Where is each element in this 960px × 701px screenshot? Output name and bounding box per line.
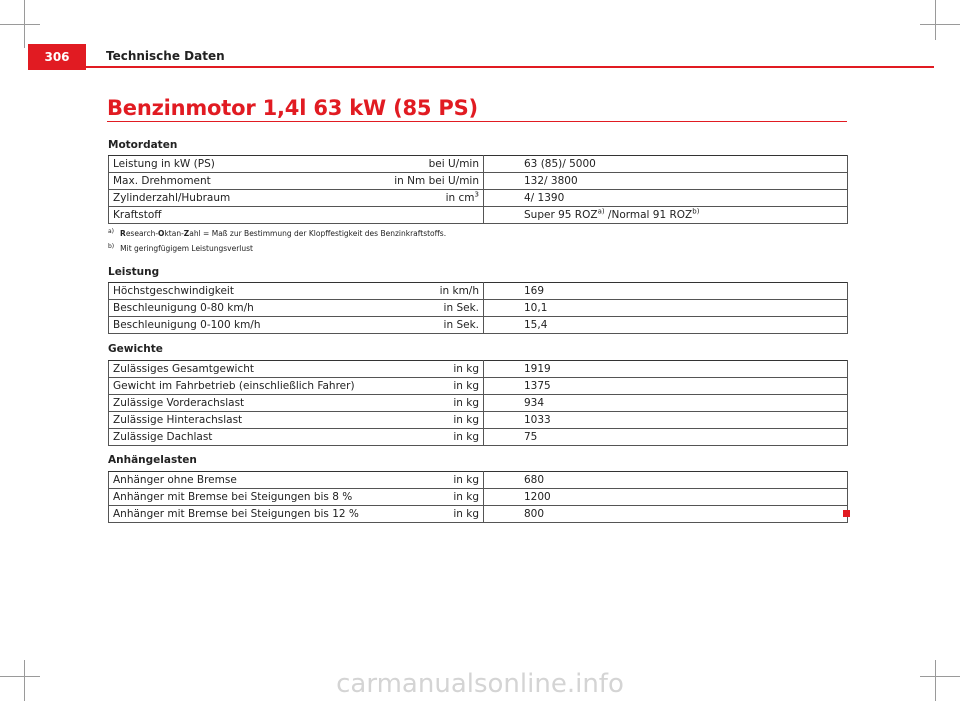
- footnote-text: ktan-: [164, 229, 184, 238]
- row-unit: [375, 190, 484, 207]
- row-unit: in Sek.: [375, 317, 484, 334]
- table-row: [109, 489, 848, 506]
- footnote-bold: R: [120, 229, 126, 238]
- footnote-text: esearch-: [125, 229, 159, 238]
- table-row: [109, 412, 848, 429]
- row-label: Leistung in kW (PS): [109, 156, 376, 173]
- footnote-marker: b): [108, 242, 115, 250]
- section-heading-gewichte: Gewichte: [108, 343, 163, 355]
- table-row: [109, 207, 848, 224]
- crop-mark: [935, 0, 936, 40]
- row-label: Gewicht im Fahrbetrieb (einschließlich Fahrer): [109, 378, 376, 395]
- table-row: [109, 190, 848, 207]
- row-label: Anhänger mit Bremse bei Steigungen bis 8 %: [109, 489, 376, 506]
- row-value: 4/ 1390: [484, 190, 848, 207]
- table-leistung: [108, 282, 848, 334]
- row-label: Beschleunigung 0-80 km/h: [109, 300, 376, 317]
- row-unit: in kg: [375, 361, 484, 378]
- row-unit: in kg: [375, 378, 484, 395]
- row-label: Zulässige Hinterachslast: [109, 412, 376, 429]
- row-value: 1033: [484, 412, 848, 429]
- table-row: [109, 395, 848, 412]
- footnote-text: Mit geringfügigem Leistungsverlust: [120, 244, 253, 253]
- row-value: 1919: [484, 361, 848, 378]
- row-unit: in kg: [375, 429, 484, 446]
- table-anhaengelasten: [108, 471, 848, 523]
- page-title: Benzinmotor 1,4l 63 kW (85 PS): [107, 96, 478, 120]
- row-unit: in Nm bei U/min: [375, 173, 484, 190]
- row-label: Anhänger mit Bremse bei Steigungen bis 12 %: [109, 506, 376, 523]
- table-row: [109, 472, 848, 489]
- row-label: Zulässige Dachlast: [109, 429, 376, 446]
- row-unit: in Sek.: [375, 300, 484, 317]
- footnote-a: [108, 229, 446, 238]
- row-value: 800: [484, 506, 848, 523]
- crop-mark: [24, 0, 25, 40]
- table-row: [109, 283, 848, 300]
- fuel-normal: /Normal 91 ROZ: [604, 208, 693, 221]
- row-label: Kraftstoff: [109, 207, 376, 224]
- header-rule: [86, 66, 934, 68]
- row-value: [484, 207, 848, 224]
- row-value: 1375: [484, 378, 848, 395]
- footnote-text: ahl = Maß zur Bestimmung der Klopffestigkeit des Benzinkraftstoffs.: [189, 229, 447, 238]
- table-row: [109, 378, 848, 395]
- row-unit: in kg: [375, 506, 484, 523]
- row-value: 75: [484, 429, 848, 446]
- row-label: Max. Drehmoment: [109, 173, 376, 190]
- row-value: 169: [484, 283, 848, 300]
- footnote-bold: Z: [183, 229, 190, 238]
- row-value: 934: [484, 395, 848, 412]
- footnote-ref-a: a): [597, 207, 605, 215]
- footnote-bold: O: [158, 229, 165, 238]
- row-unit: in kg: [375, 472, 484, 489]
- fuel-super: Super 95 ROZ: [524, 208, 598, 221]
- row-unit: in km/h: [375, 283, 484, 300]
- table-row: [109, 361, 848, 378]
- title-rule: [107, 121, 847, 122]
- table-gewichte: [108, 360, 848, 446]
- crop-mark: [0, 24, 40, 25]
- section-heading-leistung: Leistung: [108, 266, 160, 278]
- unit-superscript: 3: [474, 190, 479, 198]
- footnote-marker: a): [108, 227, 115, 235]
- header-title: Technische Daten: [106, 49, 225, 63]
- row-unit: in kg: [375, 489, 484, 506]
- row-value: 63 (85)/ 5000: [484, 156, 848, 173]
- section-heading-anhaengelasten: Anhängelasten: [108, 454, 197, 466]
- row-value: 1200: [484, 489, 848, 506]
- crop-mark: [24, 40, 25, 48]
- row-label: Zulässiges Gesamtgewicht: [109, 361, 376, 378]
- table-row: [109, 317, 848, 334]
- page-number: 306: [28, 44, 86, 70]
- table-row: [109, 156, 848, 173]
- row-unit: in kg: [375, 412, 484, 429]
- watermark: carmanualsonline.info: [336, 669, 624, 699]
- table-row: [109, 429, 848, 446]
- footnote-ref-b: b): [692, 207, 700, 215]
- row-unit: bei U/min: [375, 156, 484, 173]
- row-value: 15,4: [484, 317, 848, 334]
- row-label: Zylinderzahl/Hubraum: [109, 190, 376, 207]
- row-label: Zulässige Vorderachslast: [109, 395, 376, 412]
- section-end-marker: [843, 510, 850, 517]
- row-unit: in kg: [375, 395, 484, 412]
- section-heading-motordaten: Motordaten: [108, 139, 178, 151]
- row-label: Beschleunigung 0-100 km/h: [109, 317, 376, 334]
- table-row: [109, 506, 848, 523]
- row-value: 10,1: [484, 300, 848, 317]
- row-value: 132/ 3800: [484, 173, 848, 190]
- row-label: Höchstgeschwindigkeit: [109, 283, 376, 300]
- row-value: 680: [484, 472, 848, 489]
- row-unit: [375, 207, 484, 224]
- table-row: [109, 173, 848, 190]
- footnote-b: [108, 244, 253, 253]
- row-label: Anhänger ohne Bremse: [109, 472, 376, 489]
- crop-mark: [920, 24, 960, 25]
- table-row: [109, 300, 848, 317]
- unit-text: in cm: [445, 191, 475, 204]
- table-motordaten: [108, 155, 848, 224]
